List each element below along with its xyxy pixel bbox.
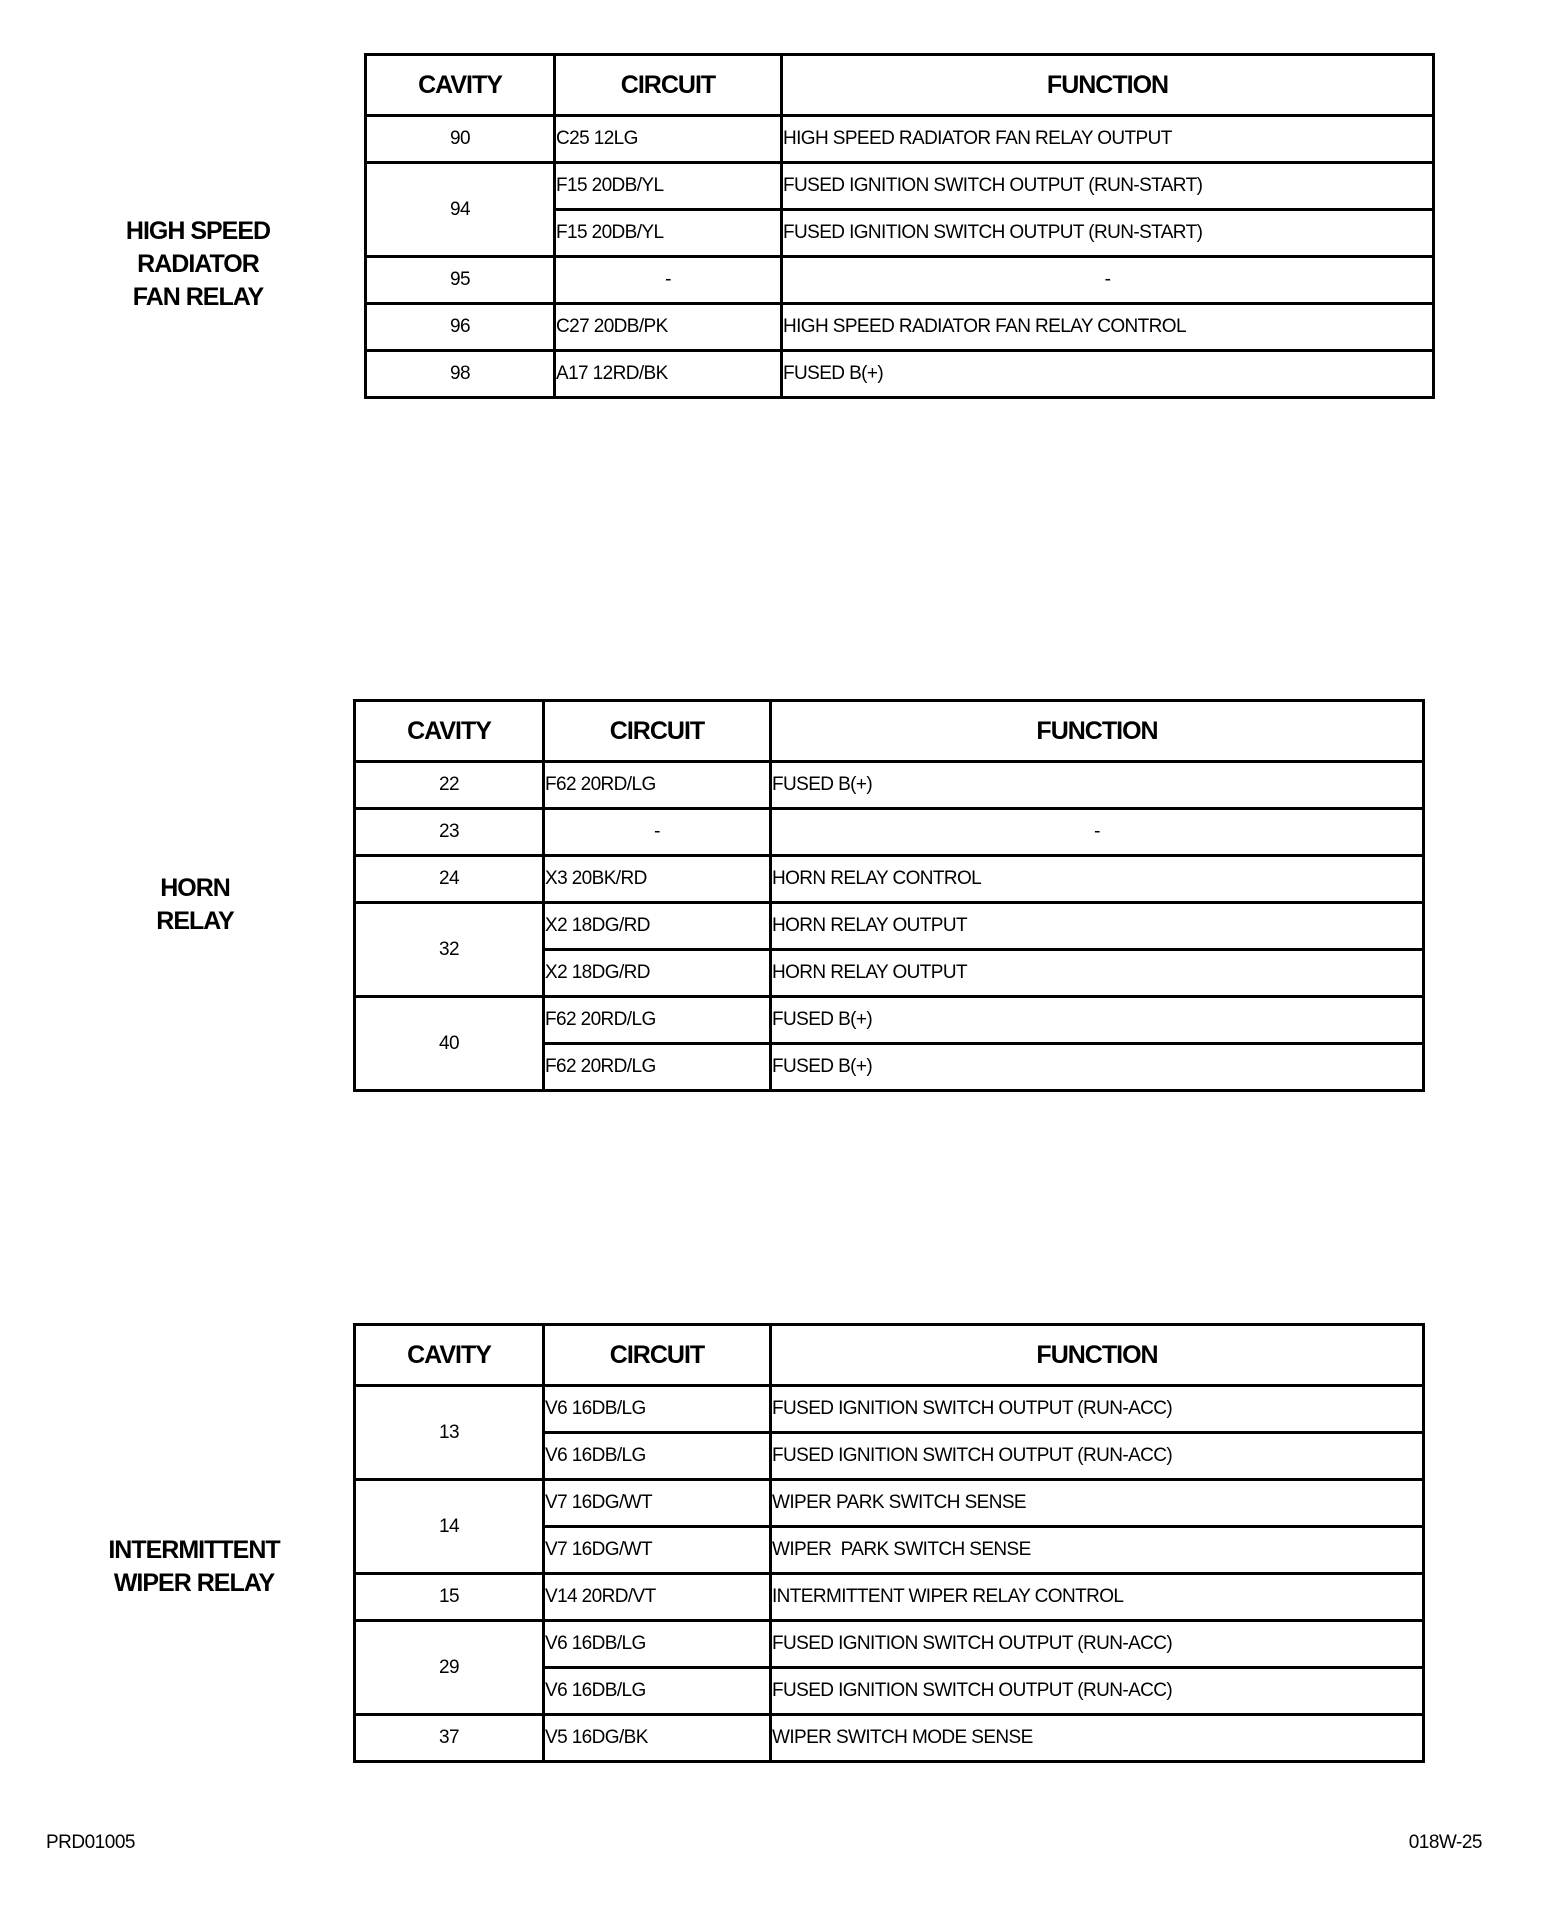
circuit-cell: - bbox=[544, 809, 771, 856]
footer-right-code: 018W-25 bbox=[1408, 1832, 1482, 1853]
circuit-cell: F62 20RD/LG bbox=[544, 997, 771, 1044]
table-row bbox=[355, 1574, 1424, 1621]
function-cell: FUSED IGNITION SWITCH OUTPUT (RUN-ACC) bbox=[771, 1668, 1424, 1715]
cavity-header: CAVITY bbox=[355, 1325, 544, 1386]
fan-relay-table bbox=[364, 53, 1435, 399]
table-row bbox=[366, 116, 1434, 163]
function-cell: WIPER PARK SWITCH SENSE bbox=[771, 1480, 1424, 1527]
function-cell: FUSED IGNITION SWITCH OUTPUT (RUN-START) bbox=[782, 163, 1434, 210]
cavity-cell: 98 bbox=[366, 351, 555, 398]
circuit-cell: X3 20BK/RD bbox=[544, 856, 771, 903]
function-cell: INTERMITTENT WIPER RELAY CONTROL bbox=[771, 1574, 1424, 1621]
function-cell: HORN RELAY OUTPUT bbox=[771, 950, 1424, 997]
table-row bbox=[366, 257, 1434, 304]
function-cell: FUSED B(+) bbox=[771, 762, 1424, 809]
table-row bbox=[355, 1715, 1424, 1762]
function-header: FUNCTION bbox=[782, 55, 1434, 116]
cavity-cell: 90 bbox=[366, 116, 555, 163]
cavity-cell: 22 bbox=[355, 762, 544, 809]
circuit-header: CIRCUIT bbox=[544, 701, 771, 762]
function-cell: FUSED B(+) bbox=[771, 997, 1424, 1044]
function-cell: FUSED IGNITION SWITCH OUTPUT (RUN-ACC) bbox=[771, 1433, 1424, 1480]
label-line: RELAY bbox=[156, 907, 234, 935]
function-cell: FUSED IGNITION SWITCH OUTPUT (RUN-START) bbox=[782, 210, 1434, 257]
circuit-cell: X2 18DG/RD bbox=[544, 950, 771, 997]
section-label-fan-relay bbox=[88, 215, 308, 314]
cavity-cell: 15 bbox=[355, 1574, 544, 1621]
header-row bbox=[355, 1325, 1424, 1386]
circuit-cell: - bbox=[555, 257, 782, 304]
function-cell: FUSED IGNITION SWITCH OUTPUT (RUN-ACC) bbox=[771, 1621, 1424, 1668]
circuit-cell: V6 16DB/LG bbox=[544, 1386, 771, 1433]
cavity-cell: 23 bbox=[355, 809, 544, 856]
cavity-cell: 13 bbox=[355, 1386, 544, 1480]
table-row bbox=[366, 351, 1434, 398]
table-row bbox=[355, 997, 1424, 1044]
table-row bbox=[366, 163, 1434, 210]
function-cell: FUSED B(+) bbox=[782, 351, 1434, 398]
cavity-cell: 29 bbox=[355, 1621, 544, 1715]
label-line: FAN RELAY bbox=[132, 283, 264, 311]
circuit-cell: V14 20RD/VT bbox=[544, 1574, 771, 1621]
cavity-cell: 37 bbox=[355, 1715, 544, 1762]
function-cell: HIGH SPEED RADIATOR FAN RELAY CONTROL bbox=[782, 304, 1434, 351]
function-cell: HIGH SPEED RADIATOR FAN RELAY OUTPUT bbox=[782, 116, 1434, 163]
circuit-cell: X2 18DG/RD bbox=[544, 903, 771, 950]
footer-left-code: PRD01005 bbox=[46, 1832, 135, 1853]
cavity-cell: 95 bbox=[366, 257, 555, 304]
function-cell: FUSED B(+) bbox=[771, 1044, 1424, 1091]
label-line: INTERMITTENT bbox=[108, 1536, 280, 1564]
function-cell: WIPER SWITCH MODE SENSE bbox=[771, 1715, 1424, 1762]
function-cell: WIPER PARK SWITCH SENSE bbox=[771, 1527, 1424, 1574]
circuit-cell: V7 16DG/WT bbox=[544, 1527, 771, 1574]
wiper-relay-table bbox=[353, 1323, 1425, 1763]
cavity-header: CAVITY bbox=[366, 55, 555, 116]
cavity-cell: 40 bbox=[355, 997, 544, 1091]
cavity-cell: 32 bbox=[355, 903, 544, 997]
header-row bbox=[355, 701, 1424, 762]
circuit-cell: V7 16DG/WT bbox=[544, 1480, 771, 1527]
circuit-cell: F62 20RD/LG bbox=[544, 1044, 771, 1091]
function-header: FUNCTION bbox=[771, 1325, 1424, 1386]
circuit-cell: F62 20RD/LG bbox=[544, 762, 771, 809]
circuit-header: CIRCUIT bbox=[544, 1325, 771, 1386]
function-cell: - bbox=[782, 257, 1434, 304]
label-line: RADIATOR bbox=[137, 250, 259, 278]
circuit-cell: V6 16DB/LG bbox=[544, 1621, 771, 1668]
circuit-cell: F15 20DB/YL bbox=[555, 163, 782, 210]
table-row bbox=[355, 1386, 1424, 1433]
section-label-horn-relay bbox=[85, 872, 305, 938]
circuit-cell: V5 16DG/BK bbox=[544, 1715, 771, 1762]
cavity-cell: 24 bbox=[355, 856, 544, 903]
circuit-cell: V6 16DB/LG bbox=[544, 1668, 771, 1715]
table-row bbox=[355, 903, 1424, 950]
function-cell: FUSED IGNITION SWITCH OUTPUT (RUN-ACC) bbox=[771, 1386, 1424, 1433]
function-cell: - bbox=[771, 809, 1424, 856]
cavity-cell: 14 bbox=[355, 1480, 544, 1574]
table-row bbox=[355, 1480, 1424, 1527]
table-row bbox=[355, 1621, 1424, 1668]
circuit-cell: V6 16DB/LG bbox=[544, 1433, 771, 1480]
table-row bbox=[355, 856, 1424, 903]
table-row bbox=[366, 304, 1434, 351]
function-header: FUNCTION bbox=[771, 701, 1424, 762]
circuit-cell: F15 20DB/YL bbox=[555, 210, 782, 257]
label-line: WIPER RELAY bbox=[113, 1569, 275, 1597]
circuit-header: CIRCUIT bbox=[555, 55, 782, 116]
circuit-cell: A17 12RD/BK bbox=[555, 351, 782, 398]
horn-relay-table bbox=[353, 699, 1425, 1092]
function-cell: HORN RELAY CONTROL bbox=[771, 856, 1424, 903]
circuit-cell: C25 12LG bbox=[555, 116, 782, 163]
function-cell: HORN RELAY OUTPUT bbox=[771, 903, 1424, 950]
circuit-cell: C27 20DB/PK bbox=[555, 304, 782, 351]
cavity-cell: 96 bbox=[366, 304, 555, 351]
label-line: HIGH SPEED bbox=[125, 217, 271, 245]
table-row bbox=[355, 762, 1424, 809]
section-label-wiper-relay bbox=[84, 1534, 304, 1600]
header-row bbox=[366, 55, 1434, 116]
cavity-cell: 94 bbox=[366, 163, 555, 257]
table-row bbox=[355, 809, 1424, 856]
label-line: HORN bbox=[160, 874, 230, 902]
cavity-header: CAVITY bbox=[355, 701, 544, 762]
